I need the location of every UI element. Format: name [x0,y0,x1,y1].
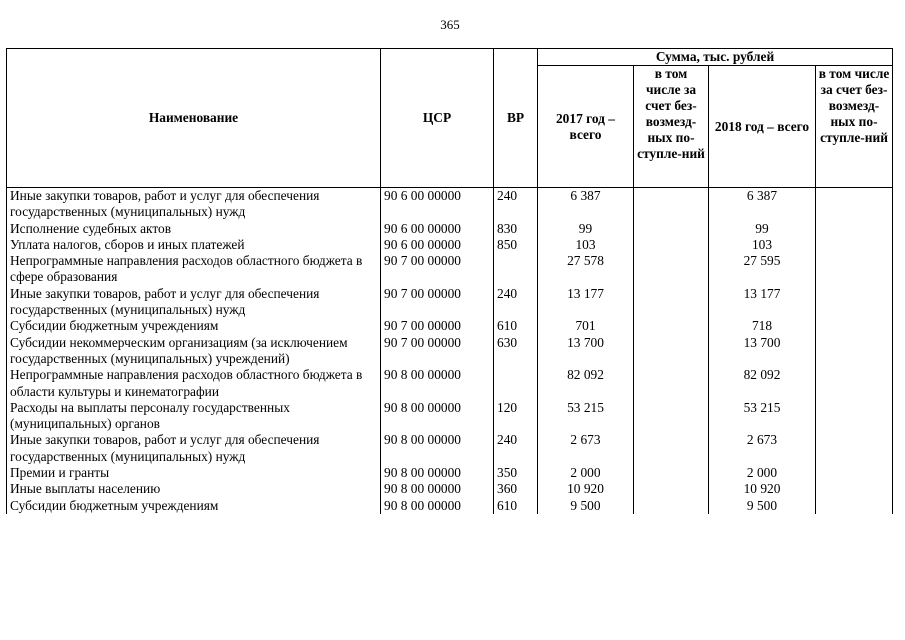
row-2018-free [816,237,893,253]
row-2018-free [816,221,893,237]
table-row [7,400,893,433]
row-vr: 240 [494,188,538,221]
table-row [7,498,893,514]
row-csr: 90 6 00 00000 [381,237,494,253]
header-csr: ЦСР [381,49,494,188]
row-2017-total: 6 387 [538,188,634,221]
row-name: Непрограммные направления расходов областного бюджета в области культуры и кинематографии [7,367,381,400]
row-csr: 90 8 00 00000 [381,465,494,481]
row-2017-free [634,188,709,221]
row-2017-total: 701 [538,318,634,334]
row-2017-total: 82 092 [538,367,634,400]
table-body [7,188,893,514]
row-csr: 90 7 00 00000 [381,253,494,286]
row-vr: 610 [494,318,538,334]
row-name: Иные закупки товаров, работ и услуг для обеспечения государственных (муниципальных) нужд [7,286,381,319]
row-csr: 90 8 00 00000 [381,400,494,433]
row-csr: 90 6 00 00000 [381,221,494,237]
row-name: Субсидии некоммерческим организациям (за исключением государственных (муниципальных) учреждений) [7,335,381,368]
table-row [7,465,893,481]
row-2017-free [634,400,709,433]
table-row [7,481,893,497]
row-2018-free [816,465,893,481]
row-2017-total: 10 920 [538,481,634,497]
row-csr: 90 7 00 00000 [381,335,494,368]
row-2017-free [634,286,709,319]
table-row [7,237,893,253]
row-vr: 240 [494,286,538,319]
row-2018-total: 2 673 [709,432,816,465]
row-vr: 630 [494,335,538,368]
row-name: Субсидии бюджетным учреждениям [7,498,381,514]
row-name: Иные выплаты населению [7,481,381,497]
row-2018-free [816,498,893,514]
row-csr: 90 8 00 00000 [381,498,494,514]
row-vr: 360 [494,481,538,497]
row-vr: 240 [494,432,538,465]
row-name: Непрограммные направления расходов областного бюджета в сфере образования [7,253,381,286]
row-2017-total: 13 700 [538,335,634,368]
table-row [7,188,893,221]
header-vr: ВР [494,49,538,188]
row-2017-total: 13 177 [538,286,634,319]
row-2017-total: 53 215 [538,400,634,433]
row-2017-total: 2 000 [538,465,634,481]
row-2018-free [816,400,893,433]
table-row [7,432,893,465]
budget-table [6,48,893,514]
row-2018-free [816,481,893,497]
row-csr: 90 8 00 00000 [381,367,494,400]
row-vr: 120 [494,400,538,433]
row-2017-free [634,465,709,481]
row-csr: 90 7 00 00000 [381,318,494,334]
row-2018-total: 10 920 [709,481,816,497]
table-row [7,221,893,237]
row-2017-free [634,318,709,334]
row-2017-free [634,498,709,514]
row-2017-free [634,481,709,497]
row-2017-free [634,253,709,286]
row-csr: 90 8 00 00000 [381,432,494,465]
row-2018-total: 13 177 [709,286,816,319]
row-2017-free [634,432,709,465]
row-2018-free [816,188,893,221]
header-2017-total: 2017 год – всего [538,66,634,188]
row-name: Иные закупки товаров, работ и услуг для обеспечения государственных (муниципальных) нужд [7,188,381,221]
header-2018-total: 2018 год – всего [709,66,816,188]
row-2017-total: 27 578 [538,253,634,286]
table-row [7,367,893,400]
row-2018-total: 27 595 [709,253,816,286]
row-vr [494,367,538,400]
row-vr: 350 [494,465,538,481]
row-2017-free [634,221,709,237]
row-vr: 610 [494,498,538,514]
row-2018-free [816,335,893,368]
row-name: Уплата налогов, сборов и иных платежей [7,237,381,253]
row-csr: 90 7 00 00000 [381,286,494,319]
table-row [7,318,893,334]
row-2018-total: 9 500 [709,498,816,514]
row-2018-free [816,367,893,400]
table-row [7,253,893,286]
row-name: Субсидии бюджетным учреждениям [7,318,381,334]
header-2017-free: в том числе за счет без-возмезд-ных по-ступле-ний [634,66,709,188]
row-2017-free [634,237,709,253]
row-csr: 90 8 00 00000 [381,481,494,497]
header-name: Наименование [7,49,381,188]
row-vr: 830 [494,221,538,237]
row-2017-total: 2 673 [538,432,634,465]
row-2018-total: 82 092 [709,367,816,400]
table-row [7,335,893,368]
row-2018-total: 13 700 [709,335,816,368]
row-name: Иные закупки товаров, работ и услуг для обеспечения государственных (муниципальных) нужд [7,432,381,465]
row-2017-total: 103 [538,237,634,253]
table-row [7,286,893,319]
row-2017-free [634,367,709,400]
header-sum-group: Сумма, тыс. рублей [538,49,893,66]
row-name: Исполнение судебных актов [7,221,381,237]
page-number: 365 [440,17,460,32]
row-2018-free [816,318,893,334]
row-2018-total: 2 000 [709,465,816,481]
row-2017-free [634,335,709,368]
row-2017-total: 9 500 [538,498,634,514]
row-vr: 850 [494,237,538,253]
row-name: Премии и гранты [7,465,381,481]
row-2017-total: 99 [538,221,634,237]
row-2018-free [816,253,893,286]
row-2018-free [816,286,893,319]
row-2018-total: 53 215 [709,400,816,433]
row-2018-total: 6 387 [709,188,816,221]
table-header [7,49,893,188]
row-vr [494,253,538,286]
row-name: Расходы на выплаты персоналу государственных (муниципальных) органов [7,400,381,433]
row-csr: 90 6 00 00000 [381,188,494,221]
row-2018-total: 103 [709,237,816,253]
row-2018-free [816,432,893,465]
header-2018-free: в том числе за счет без-возмезд-ных по-ступле-ний [816,66,893,188]
row-2018-total: 99 [709,221,816,237]
row-2018-total: 718 [709,318,816,334]
